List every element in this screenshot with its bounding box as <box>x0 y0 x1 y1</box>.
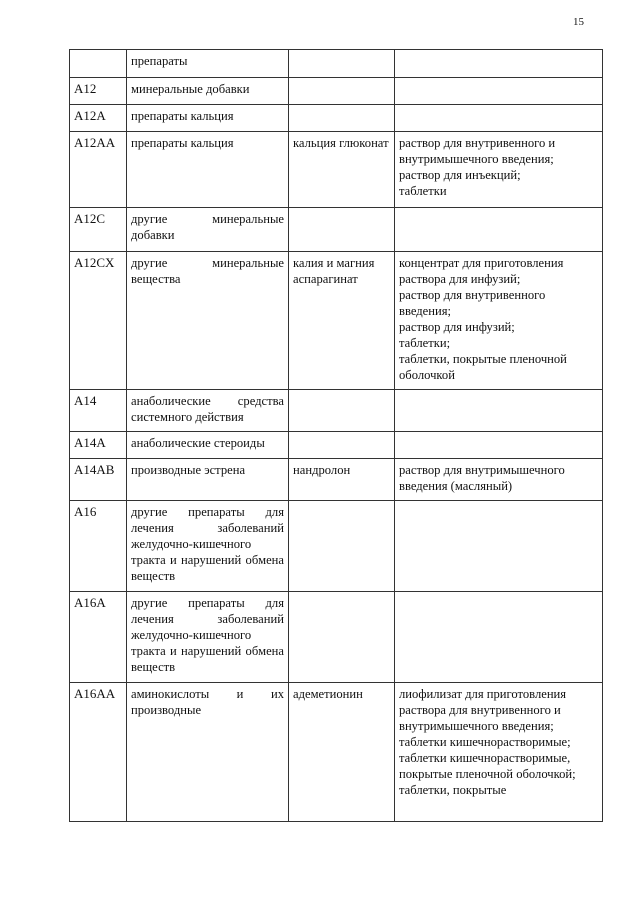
table-row <box>70 683 603 822</box>
table-row <box>70 132 603 208</box>
drug-name-cell: кальция глюконат <box>289 132 395 208</box>
table-row <box>70 459 603 501</box>
table-row <box>70 432 603 459</box>
dosage-form-item: раствор для внутримышечного введения (масляный) <box>399 463 565 493</box>
group-cell: анаболические стероиды <box>127 432 289 459</box>
dosage-form-cell <box>395 50 603 78</box>
dosage-form-cell <box>395 105 603 132</box>
drug-name-cell <box>289 50 395 78</box>
drug-name-cell <box>289 501 395 592</box>
table-row <box>70 50 603 78</box>
atc-code-cell: A14AB <box>70 459 127 501</box>
atc-code-cell: A16AA <box>70 683 127 822</box>
drug-name-cell <box>289 592 395 683</box>
dosage-form-cell <box>395 390 603 432</box>
group-cell: другие минеральные добавки <box>127 208 289 252</box>
drug-name-cell <box>289 105 395 132</box>
dosage-form-cell <box>395 132 603 208</box>
dosage-form-cell <box>395 252 603 390</box>
group-cell: другие препараты для лечения заболеваний желудочно-кишечного тракта и нарушений обмена веществ <box>127 501 289 592</box>
atc-code-cell: A12AA <box>70 132 127 208</box>
atc-code-cell: A14A <box>70 432 127 459</box>
dosage-form-item: таблетки <box>399 184 447 198</box>
drug-name-cell <box>289 390 395 432</box>
table-row <box>70 252 603 390</box>
dosage-form-item: раствор для инъекций; <box>399 168 521 182</box>
drug-name-cell <box>289 432 395 459</box>
dosage-form-item: раствор для внутривенного введения; <box>399 288 546 318</box>
atc-code-cell: A16A <box>70 592 127 683</box>
dosage-form-item: таблетки, покрытые <box>399 783 507 797</box>
dosage-form-item: таблетки; <box>399 336 451 350</box>
atc-code-cell: A12A <box>70 105 127 132</box>
group-cell: препараты <box>127 50 289 78</box>
dosage-form-item: таблетки кишечнорастворимые; <box>399 735 571 749</box>
dosage-form-item: раствор для внутривенного и внутримышечного введения; <box>399 136 556 166</box>
drug-name-cell <box>289 78 395 105</box>
atc-code-cell: A12C <box>70 208 127 252</box>
group-cell: другие препараты для лечения заболеваний желудочно-кишечного тракта и нарушений обмена веществ <box>127 592 289 683</box>
dosage-form-cell <box>395 592 603 683</box>
group-cell: анаболические средства системного действия <box>127 390 289 432</box>
group-cell: производные эстрена <box>127 459 289 501</box>
table-row <box>70 501 603 592</box>
dosage-form-cell <box>395 208 603 252</box>
group-cell: аминокислоты и их производные <box>127 683 289 822</box>
group-cell: другие минеральные вещества <box>127 252 289 390</box>
page-number: 15 <box>573 16 584 28</box>
table-row <box>70 78 603 105</box>
dosage-form-item: раствор для инфузий; <box>399 320 515 334</box>
dosage-form-cell <box>395 459 603 501</box>
atc-code-cell: A16 <box>70 501 127 592</box>
dosage-form-cell <box>395 78 603 105</box>
atc-code-cell <box>70 50 127 78</box>
atc-code-cell: A12CX <box>70 252 127 390</box>
drug-name-cell: адеметионин <box>289 683 395 822</box>
atc-code-cell: A14 <box>70 390 127 432</box>
dosage-form-item: лиофилизат для приготовления раствора для внутривенного и внутримышечного введения; <box>399 687 567 733</box>
group-cell: минеральные добавки <box>127 78 289 105</box>
table-row <box>70 592 603 683</box>
dosage-form-item: таблетки кишечнорастворимые, покрытые пленочной оболочкой; <box>399 751 576 781</box>
dosage-form-cell <box>395 683 603 822</box>
drug-name-cell <box>289 208 395 252</box>
drug-name-cell: нандролон <box>289 459 395 501</box>
table-row <box>70 105 603 132</box>
dosage-form-cell <box>395 501 603 592</box>
group-cell: препараты кальция <box>127 132 289 208</box>
drug-table <box>69 49 603 822</box>
table-row <box>70 390 603 432</box>
dosage-form-cell <box>395 432 603 459</box>
table-row <box>70 208 603 252</box>
drug-name-cell: калия и магния аспарагинат <box>289 252 395 390</box>
group-cell: препараты кальция <box>127 105 289 132</box>
atc-code-cell: A12 <box>70 78 127 105</box>
dosage-form-item: таблетки, покрытые пленочной оболочкой <box>399 352 567 382</box>
dosage-form-item: концентрат для приготовления раствора для инфузий; <box>399 256 564 286</box>
